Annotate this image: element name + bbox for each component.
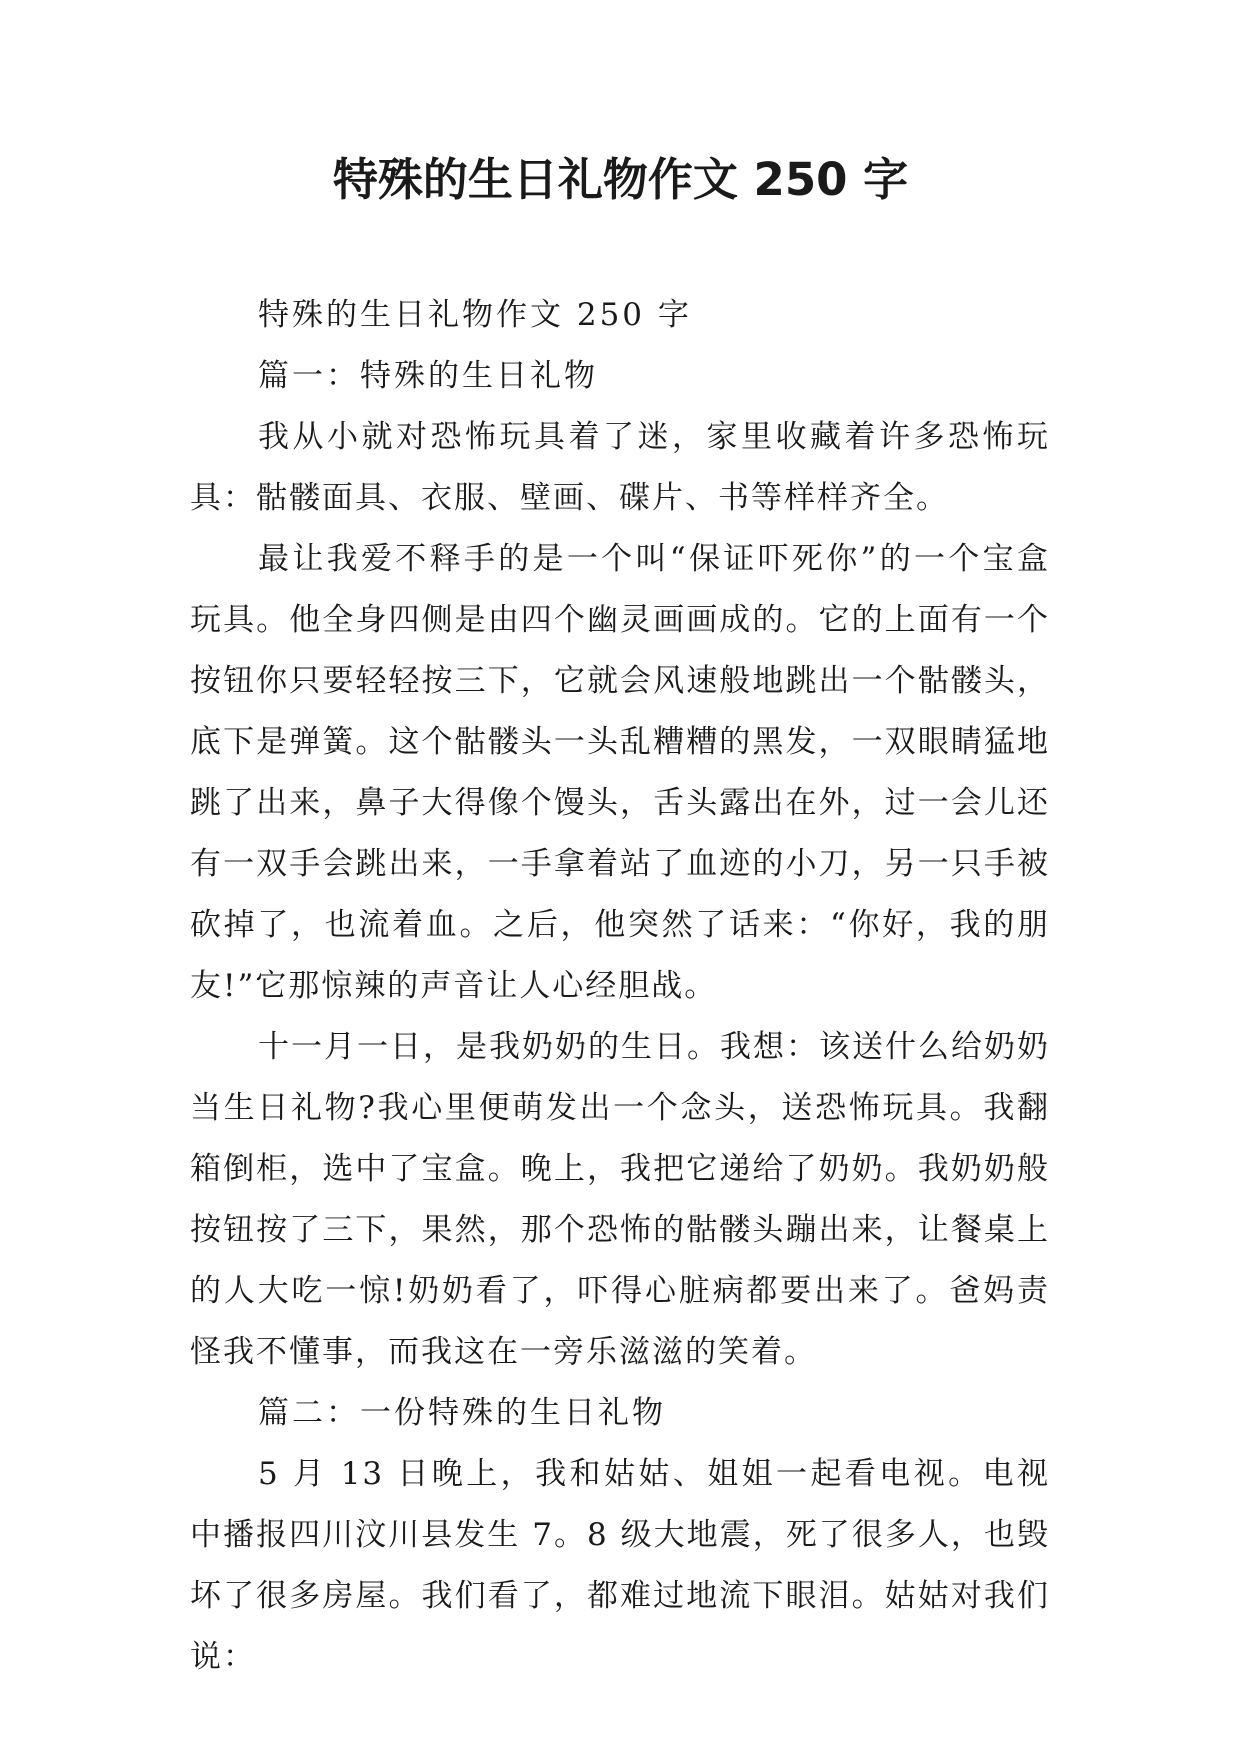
document-body — [190, 285, 1050, 1688]
section-two-heading: 篇二：一份特殊的生日礼物 — [258, 1395, 666, 1431]
paragraph: 5 月 13 日晚上，我和姑姑、姐姐一起看电视。电视中播报四川汶川县发生 7。8 级大地震，死了很多人，也毁坏了很多房屋。我们看了，都难过地流下眼泪。姑姑对我们说： — [190, 1456, 1050, 1675]
section-one-heading: 篇一：特殊的生日礼物 — [258, 358, 598, 394]
subtitle-paragraph: 特殊的生日礼物作文 250 字 — [258, 297, 692, 333]
paragraph: 我从小就对恐怖玩具着了迷，家里收藏着许多恐怖玩具：骷髅面具、衣服、壁画、碟片、书等样样齐全。 — [190, 419, 1050, 516]
document-title: 特殊的生日礼物作文 250 字 — [332, 153, 909, 206]
paragraph: 最让我爱不释手的是一个叫“保证吓死你”的一个宝盒玩具。他全身四侧是由四个幽灵画画成的。它的上面有一个按钮你只要轻轻按三下，它就会风速般地跳出一个骷髅头，底下是弹簧。这个骷髅头一头乱糟糟的黑发，一双眼睛猛地跳了出来，鼻子大得像个馒头，舌头露出在外，过一会儿还有一双手会跳出来，一手拿着站了血迹的小刀，另一只手被砍掉了，也流着血。之后，他突然了话来：“你好，我的朋友!”它那惊辣的声音让人心经胆战。 — [190, 541, 1050, 1004]
paragraph: 十一月一日，是我奶奶的生日。我想：该送什么给奶奶当生日礼物?我心里便萌发出一个念头，送恐怖玩具。我翻箱倒柜，选中了宝盒。晚上，我把它递给了奶奶。我奶奶般按钮按了三下，果然，那个恐怖的骷髅头蹦出来，让餐桌上的人大吃一惊!奶奶看了，吓得心脏病都要出来了。爸妈责怪我不懂事，而我这在一旁乐滋滋的笑着。 — [190, 1029, 1050, 1370]
